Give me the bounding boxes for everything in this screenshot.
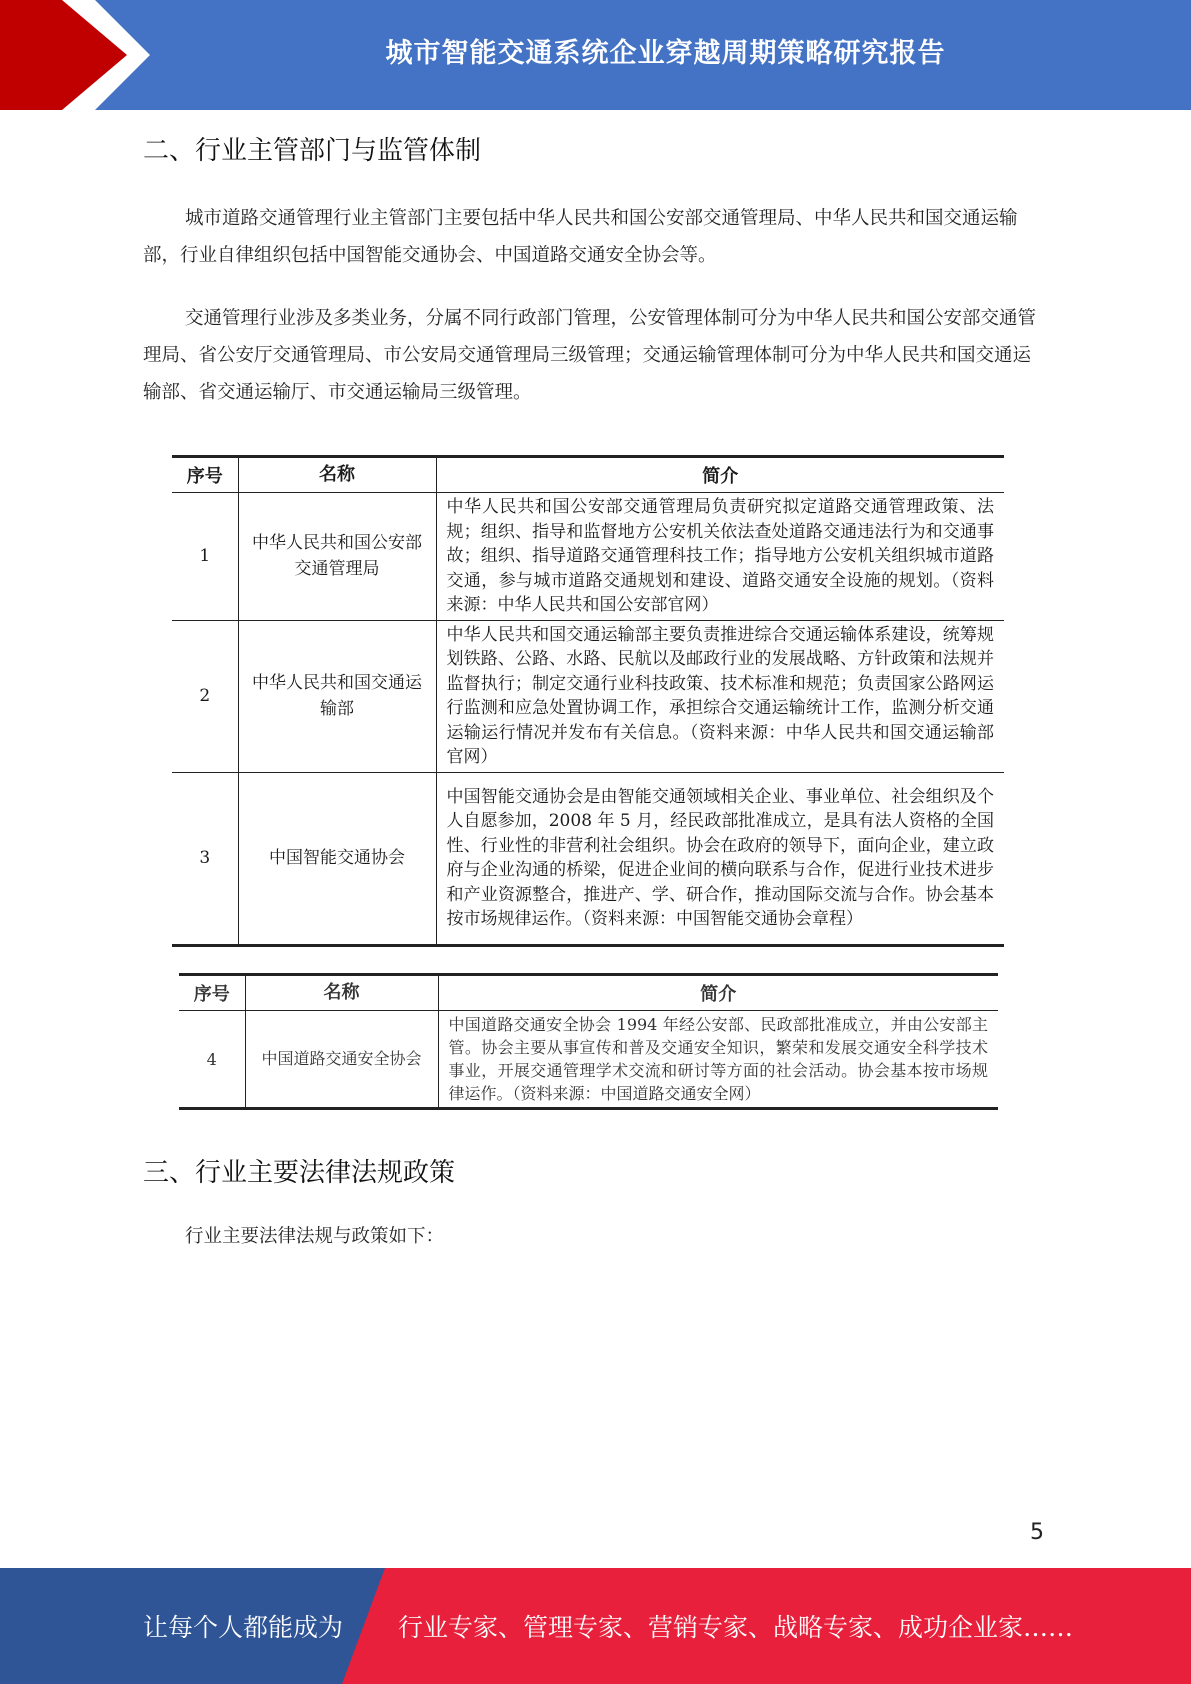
report-title: 城市智能交通系统企业穿越周期策略研究报告 [385, 37, 946, 69]
row-name: 中华人民共和国公安部交通管理局 [238, 493, 436, 621]
header-no: 序号 [172, 457, 238, 493]
page-header [0, 0, 1191, 110]
section-heading-laws: 三、行业主要法律法规政策 [143, 1158, 456, 1188]
association-table [179, 973, 998, 1110]
paragraph-laws-intro: 行业主要法律法规与政策如下： [185, 1226, 445, 1247]
footer-slogan-right: 行业专家、管理专家、营销专家、战略专家、成功企业家…… [398, 1613, 1074, 1642]
page-number: 5 [1030, 1520, 1044, 1545]
paragraph-regulators: 城市道路交通管理行业主管部门主要包括中华人民共和国公安部交通管理局、中华人民共和国交通运输部，行业自律组织包括中国智能交通协会、中国道路交通安全协会等。 [143, 208, 1018, 266]
header-name: 名称 [245, 975, 438, 1011]
header-intro: 简介 [436, 457, 1004, 493]
row-name: 中国智能交通协会 [238, 772, 436, 945]
table-row [179, 1011, 998, 1109]
header-name: 名称 [238, 457, 436, 493]
header-arrow-shape [0, 0, 160, 110]
table-row [172, 620, 1004, 772]
section-heading-regulators: 二、行业主管部门与监管体制 [143, 136, 482, 166]
row-no: 4 [179, 1011, 245, 1109]
header-intro: 简介 [438, 975, 998, 1011]
table-row [172, 493, 1004, 621]
row-intro: 中国道路交通安全协会 1994 年经公安部、民政部批准成立，并由公安部主管。协会主要从事宣传和普及交通安全知识，繁荣和发展交通安全科学技术事业，开展交通管理学术交流和研讨等方面的社会活动。协会基本按市场规律运作。（资料来源：中国道路交通安全网） [438, 1011, 998, 1109]
row-intro: 中国智能交通协会是由智能交通领域相关企业、事业单位、社会组织及个人自愿参加，2008 年 5 月，经民政部批准成立，是具有法人资格的全国性、行业性的非营利社会组织。协会在政府的领导下，面向企业，建立政府与企业沟通的桥梁，促进企业间的横向联系与合作，促进行业技术进步和产业资源整合，推进产、学、研合作，推动国际交流与合作。协会基本按市场规律运作。（资料来源：中国智能交通协会章程） [436, 772, 1004, 945]
table-header-row [172, 457, 1004, 493]
row-no: 1 [172, 493, 238, 621]
row-intro: 中华人民共和国公安部交通管理局负责研究拟定道路交通管理政策、法规；组织、指导和监督地方公安机关依法查处道路交通违法行为和交通事故；组织、指导道路交通管理科技工作；指导地方公安机关组织城市道路交通，参与城市道路交通规划和建设、道路交通安全设施的规划。（资料来源：中华人民共和国公安部官网） [436, 493, 1004, 621]
footer-slogan-left: 让每个人都能成为 [143, 1613, 344, 1642]
row-intro: 中华人民共和国交通运输部主要负责推进综合交通运输体系建设，统筹规划铁路、公路、水路、民航以及邮政行业的发展战略、方针政策和法规并监督执行；制定交通行业科技政策、技术标准和规范；负责国家公路网运行监测和应急处置协调工作，承担综合交通运输统计工作，监测分析交通运输运行情况并发布有关信息。（资料来源：中华人民共和国交通运输部官网） [436, 620, 1004, 772]
row-no: 2 [172, 620, 238, 772]
row-name: 中国道路交通安全协会 [245, 1011, 438, 1109]
table-row [172, 772, 1004, 945]
page-footer [0, 1568, 1191, 1684]
row-no: 3 [172, 772, 238, 945]
table-header-row [179, 975, 998, 1011]
header-no: 序号 [179, 975, 245, 1011]
regulator-table [172, 455, 1004, 947]
row-name: 中华人民共和国交通运输部 [238, 620, 436, 772]
paragraph-management-system: 交通管理行业涉及多类业务，分属不同行政部门管理，公安管理体制可分为中华人民共和国公安部交通管理局、省公安厅交通管理局、市公安局交通管理局三级管理；交通运输管理体制可分为中华人民共和国交通运输部、省交通运输厅、市交通运输局三级管理。 [143, 308, 1037, 403]
